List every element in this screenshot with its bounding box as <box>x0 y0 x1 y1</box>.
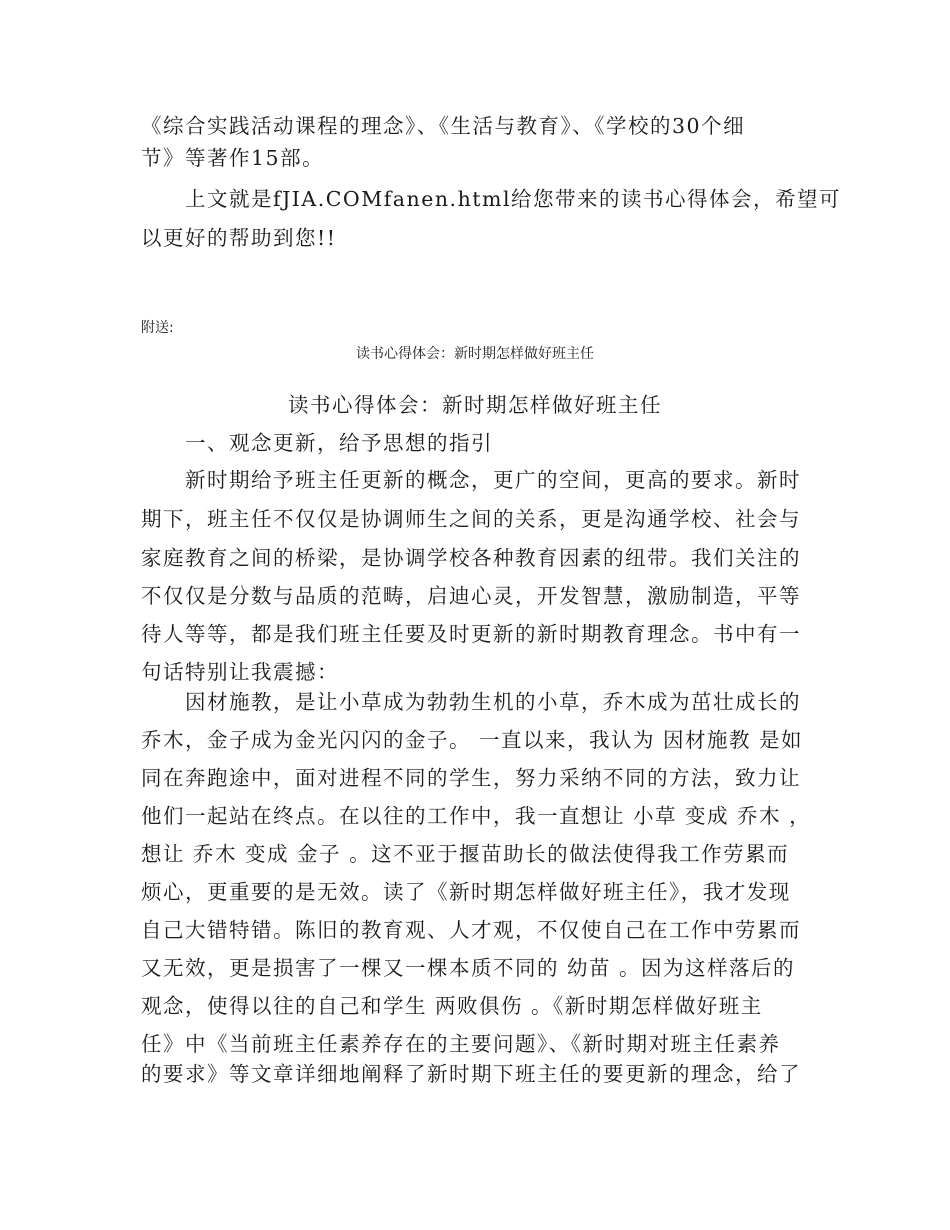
article-line-18: 的要求》等文章详细地阐释了新时期下班主任的要更新的理念，给了 <box>141 1062 801 1086</box>
article-line-17: 任》中《当前班主任素养存在的主要问题》、《新时期对班主任素养 <box>141 1032 781 1056</box>
article-line-9: 乔木，金子成为金光闪闪的金子。 一直以来，我认为 因材施教 是如 <box>141 728 804 752</box>
article-line-16: 观念，使得以往的自己和学生 两败俱伤 。《新时期怎样做好班主 <box>141 994 763 1018</box>
article-line-14: 自己大错特错。陈旧的教育观、人才观，不仅使自己在工作中劳累而 <box>141 918 801 942</box>
top-paragraph-line-4: 以更好的帮助到您!! <box>141 226 337 250</box>
appendix-subtitle: 读书心得体会：新时期怎样做好班主任 <box>356 346 594 362</box>
article-line-5: 不仅仅是分数与品质的范畴，启迪心灵，开发智慧，激励制造，平等 <box>141 584 801 608</box>
article-line-8: 因材施教，是让小草成为勃勃生机的小草，乔木成为茁壮成长的 <box>141 690 801 714</box>
article-line-10: 同在奔跑途中，面对进程不同的学生，努力采纳不同的方法，致力让 <box>141 766 801 790</box>
article-line-11: 他们一起站在终点。在以往的工作中，我一直想让 小草 变成 乔木 ， <box>141 804 812 828</box>
article-line-6: 待人等等，都是我们班主任要及时更新的新时期教育理念。书中有一 <box>141 622 801 646</box>
article-line-1: 一、观念更新，给予思想的指引 <box>141 431 493 455</box>
top-paragraph-line-1: 《综合实践活动课程的理念》、《生活与教育》、《学校的30个细 <box>141 114 746 138</box>
top-paragraph-line-3: 上文就是fJIA.COMfanen.html给您带来的读书心得体会，希望可 <box>141 187 842 211</box>
article-title: 读书心得体会：新时期怎样做好班主任 <box>288 393 662 417</box>
article-line-4: 家庭教育之间的桥梁，是协调学校各种教育因素的纽带。我们关注的 <box>141 546 801 570</box>
article-line-7: 句话特别让我震撼： <box>141 660 339 684</box>
article-line-12: 想让 乔木 变成 金子 。这不亚于揠苗助长的做法使得我工作劳累而 <box>141 842 790 866</box>
article-line-15: 又无效，更是损害了一棵又一棵本质不同的 幼苗 。因为这样落后的 <box>141 956 796 980</box>
appendix-label: 附送: <box>141 320 174 336</box>
article-line-2: 新时期给予班主任更新的概念，更广的空间，更高的要求。新时 <box>141 468 801 492</box>
article-line-3: 期下，班主任不仅仅是协调师生之间的关系，更是沟通学校、社会与 <box>141 507 801 531</box>
article-line-13: 烦心，更重要的是无效。读了《新时期怎样做好班主任》，我才发现 <box>141 880 791 904</box>
top-paragraph-line-2: 节》等著作15部。 <box>141 146 325 170</box>
